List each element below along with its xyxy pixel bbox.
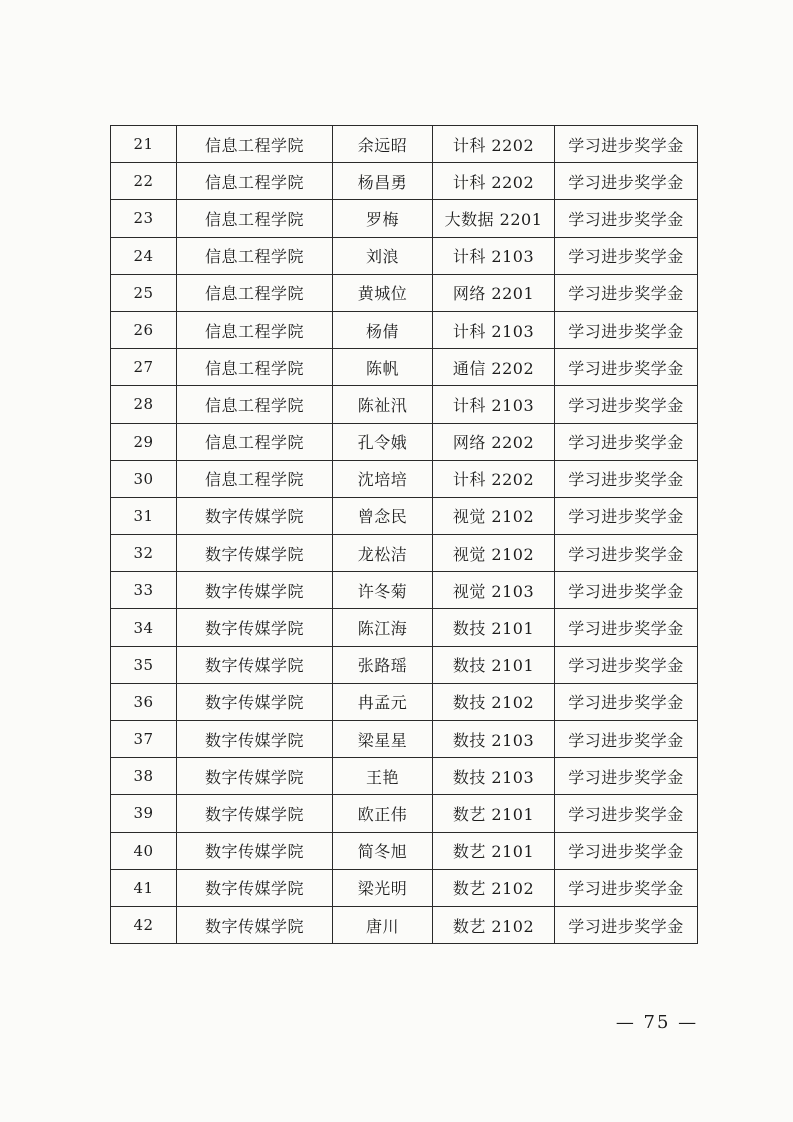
cell-award: 学习进步奖学金 [555, 311, 698, 348]
cell-college: 数字传媒学院 [177, 758, 333, 795]
cell-no: 37 [111, 721, 177, 758]
cell-class: 数艺 2102 [433, 906, 555, 943]
cell-college: 信息工程学院 [177, 311, 333, 348]
cell-no: 23 [111, 200, 177, 237]
cell-no: 27 [111, 349, 177, 386]
cell-college: 数字传媒学院 [177, 609, 333, 646]
table-row [111, 126, 698, 163]
cell-name: 陈帆 [333, 349, 433, 386]
table-row [111, 758, 698, 795]
cell-no: 25 [111, 274, 177, 311]
cell-name: 许冬菊 [333, 572, 433, 609]
cell-college: 信息工程学院 [177, 460, 333, 497]
cell-no: 28 [111, 386, 177, 423]
cell-no: 33 [111, 572, 177, 609]
cell-name: 孔令娥 [333, 423, 433, 460]
table-row [111, 683, 698, 720]
cell-award: 学习进步奖学金 [555, 758, 698, 795]
cell-award: 学习进步奖学金 [555, 572, 698, 609]
cell-class: 视觉 2102 [433, 535, 555, 572]
cell-no: 39 [111, 795, 177, 832]
cell-name: 陈江海 [333, 609, 433, 646]
table-row [111, 237, 698, 274]
cell-class: 网络 2202 [433, 423, 555, 460]
table-row [111, 386, 698, 423]
table-row [111, 832, 698, 869]
cell-award: 学习进步奖学金 [555, 200, 698, 237]
cell-name: 梁光明 [333, 869, 433, 906]
table-row [111, 200, 698, 237]
table-row [111, 572, 698, 609]
cell-award: 学习进步奖学金 [555, 646, 698, 683]
cell-award: 学习进步奖学金 [555, 497, 698, 534]
cell-award: 学习进步奖学金 [555, 683, 698, 720]
cell-name: 梁星星 [333, 721, 433, 758]
cell-college: 信息工程学院 [177, 386, 333, 423]
cell-college: 数字传媒学院 [177, 832, 333, 869]
cell-class: 数技 2103 [433, 758, 555, 795]
cell-name: 龙松洁 [333, 535, 433, 572]
cell-class: 计科 2202 [433, 460, 555, 497]
cell-college: 数字传媒学院 [177, 906, 333, 943]
cell-name: 曾念民 [333, 497, 433, 534]
cell-award: 学习进步奖学金 [555, 869, 698, 906]
cell-award: 学习进步奖学金 [555, 274, 698, 311]
cell-award: 学习进步奖学金 [555, 832, 698, 869]
cell-no: 38 [111, 758, 177, 795]
cell-no: 35 [111, 646, 177, 683]
cell-no: 36 [111, 683, 177, 720]
cell-no: 34 [111, 609, 177, 646]
cell-award: 学习进步奖学金 [555, 349, 698, 386]
table-row [111, 349, 698, 386]
cell-college: 信息工程学院 [177, 126, 333, 163]
cell-college: 数字传媒学院 [177, 683, 333, 720]
cell-name: 张路瑶 [333, 646, 433, 683]
cell-no: 42 [111, 906, 177, 943]
cell-college: 信息工程学院 [177, 349, 333, 386]
page-number: — 75 — [615, 1012, 699, 1033]
cell-award: 学习进步奖学金 [555, 535, 698, 572]
cell-award: 学习进步奖学金 [555, 423, 698, 460]
table-row [111, 423, 698, 460]
cell-name: 唐川 [333, 906, 433, 943]
cell-class: 数艺 2102 [433, 869, 555, 906]
cell-no: 22 [111, 163, 177, 200]
cell-award: 学习进步奖学金 [555, 126, 698, 163]
cell-college: 数字传媒学院 [177, 869, 333, 906]
cell-no: 31 [111, 497, 177, 534]
table-row [111, 535, 698, 572]
cell-class: 数艺 2101 [433, 832, 555, 869]
cell-class: 数技 2101 [433, 609, 555, 646]
cell-award: 学习进步奖学金 [555, 609, 698, 646]
cell-award: 学习进步奖学金 [555, 163, 698, 200]
cell-class: 大数据 2201 [433, 200, 555, 237]
cell-award: 学习进步奖学金 [555, 721, 698, 758]
cell-no: 21 [111, 126, 177, 163]
cell-award: 学习进步奖学金 [555, 237, 698, 274]
cell-college: 数字传媒学院 [177, 721, 333, 758]
cell-college: 数字传媒学院 [177, 646, 333, 683]
table-row [111, 646, 698, 683]
cell-award: 学习进步奖学金 [555, 795, 698, 832]
cell-college: 信息工程学院 [177, 163, 333, 200]
table-body [111, 126, 698, 944]
cell-college: 信息工程学院 [177, 200, 333, 237]
table-row [111, 869, 698, 906]
cell-college: 信息工程学院 [177, 274, 333, 311]
table-row [111, 795, 698, 832]
table-row [111, 311, 698, 348]
cell-award: 学习进步奖学金 [555, 906, 698, 943]
cell-no: 26 [111, 311, 177, 348]
cell-college: 数字传媒学院 [177, 572, 333, 609]
cell-name: 杨倩 [333, 311, 433, 348]
cell-college: 信息工程学院 [177, 237, 333, 274]
cell-class: 数技 2101 [433, 646, 555, 683]
cell-name: 沈培培 [333, 460, 433, 497]
cell-no: 29 [111, 423, 177, 460]
cell-class: 计科 2202 [433, 126, 555, 163]
cell-name: 欧正伟 [333, 795, 433, 832]
cell-name: 余远昭 [333, 126, 433, 163]
cell-college: 信息工程学院 [177, 423, 333, 460]
table-row [111, 497, 698, 534]
cell-name: 刘浪 [333, 237, 433, 274]
table-row [111, 163, 698, 200]
cell-no: 30 [111, 460, 177, 497]
cell-name: 黄城位 [333, 274, 433, 311]
cell-class: 计科 2103 [433, 386, 555, 423]
cell-award: 学习进步奖学金 [555, 386, 698, 423]
cell-name: 杨昌勇 [333, 163, 433, 200]
scholarship-list-table [110, 125, 698, 944]
cell-class: 计科 2103 [433, 311, 555, 348]
cell-class: 视觉 2103 [433, 572, 555, 609]
cell-college: 数字传媒学院 [177, 497, 333, 534]
cell-name: 陈祉汛 [333, 386, 433, 423]
cell-no: 40 [111, 832, 177, 869]
cell-name: 简冬旭 [333, 832, 433, 869]
cell-class: 数技 2103 [433, 721, 555, 758]
table-row [111, 721, 698, 758]
cell-class: 通信 2202 [433, 349, 555, 386]
cell-name: 冉孟元 [333, 683, 433, 720]
table-row [111, 609, 698, 646]
cell-class: 计科 2202 [433, 163, 555, 200]
cell-award: 学习进步奖学金 [555, 460, 698, 497]
cell-college: 数字传媒学院 [177, 535, 333, 572]
cell-no: 32 [111, 535, 177, 572]
cell-class: 数技 2102 [433, 683, 555, 720]
cell-class: 计科 2103 [433, 237, 555, 274]
cell-name: 罗梅 [333, 200, 433, 237]
cell-name: 王艳 [333, 758, 433, 795]
table-row [111, 274, 698, 311]
table-row [111, 460, 698, 497]
cell-no: 24 [111, 237, 177, 274]
cell-class: 视觉 2102 [433, 497, 555, 534]
cell-class: 网络 2201 [433, 274, 555, 311]
table-row [111, 906, 698, 943]
cell-college: 数字传媒学院 [177, 795, 333, 832]
cell-no: 41 [111, 869, 177, 906]
cell-class: 数艺 2101 [433, 795, 555, 832]
